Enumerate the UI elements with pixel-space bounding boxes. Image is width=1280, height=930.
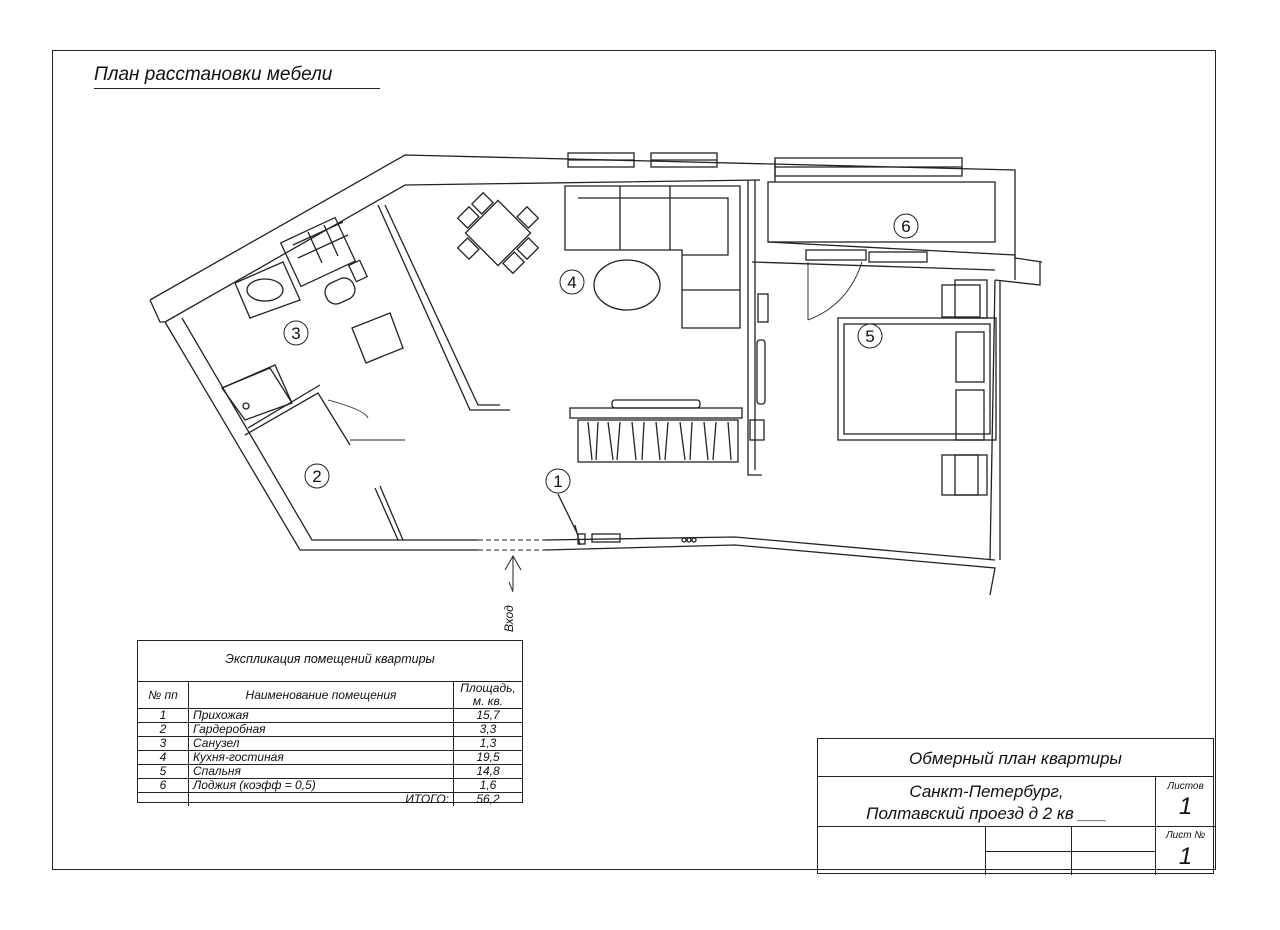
row-area: 14,8 — [454, 765, 523, 779]
table-row — [138, 709, 522, 723]
total-spacer — [138, 793, 189, 807]
address-line-1: Санкт-Петербург, — [909, 782, 1064, 801]
table-row — [138, 765, 522, 779]
explication-caption: Экспликация помещений квартиры — [225, 652, 435, 666]
row-num: 2 — [138, 723, 189, 737]
room-number-4: 4 — [567, 273, 577, 292]
stamp-title: Обмерный план квартиры — [818, 739, 1213, 777]
sheets-label: Листов — [1167, 781, 1204, 792]
total-label: ИТОГО: — [189, 793, 454, 807]
interior-walls — [222, 180, 768, 545]
title-block — [817, 738, 1214, 874]
sheets-count-cell — [1156, 777, 1215, 827]
room-number-1: 1 — [553, 472, 563, 491]
row-name: Прихожая — [189, 709, 454, 723]
corner-sofa — [565, 186, 740, 328]
bed — [838, 280, 996, 495]
room-number-3: 3 — [291, 324, 301, 343]
room-1-leader — [558, 494, 578, 535]
table-row — [138, 737, 522, 751]
sheet-number-cell — [1156, 827, 1215, 875]
door-swings — [328, 262, 862, 550]
row-name: Санузел — [189, 737, 454, 751]
header-name: Наименование помещения — [189, 682, 454, 709]
entry-label: Вход — [502, 605, 516, 632]
total-value: 56,2 — [454, 793, 523, 807]
stamp-address — [818, 777, 1156, 827]
row-num: 4 — [138, 751, 189, 765]
row-name: Гардеробная — [189, 723, 454, 737]
row-area: 19,5 — [454, 751, 523, 765]
row-area: 3,3 — [454, 723, 523, 737]
room-number-6: 6 — [901, 217, 911, 236]
address-line-2: Полтавский проезд д 2 кв ___ — [866, 804, 1107, 823]
header-num: № пп — [138, 682, 189, 709]
stamp-empty-cell — [818, 827, 986, 875]
explication-header-row — [138, 682, 522, 709]
explication-table — [137, 640, 523, 806]
row-num: 5 — [138, 765, 189, 779]
sheet-number-value: 1 — [1178, 843, 1193, 870]
row-num: 3 — [138, 737, 189, 751]
tv-storage — [570, 340, 765, 462]
plan-title: План расстановки мебели — [94, 64, 380, 89]
row-num: 6 — [138, 779, 189, 793]
explication-grid — [138, 681, 522, 806]
table-row — [138, 779, 522, 793]
table-row — [138, 723, 522, 737]
row-area: 1,3 — [454, 737, 523, 751]
row-name: Спальня — [189, 765, 454, 779]
room-number-2: 2 — [312, 467, 322, 486]
room-number-5: 5 — [865, 327, 875, 346]
header-area: Площадь, м. кв. — [454, 682, 523, 709]
sheet-number-label: Лист № — [1165, 830, 1206, 841]
total-row — [138, 793, 522, 807]
entry-arrow — [505, 556, 521, 592]
sheets-value: 1 — [1178, 793, 1193, 820]
row-name: Лоджия (коэфф = 0,5) — [189, 779, 454, 793]
row-num: 1 — [138, 709, 189, 723]
row-area: 15,7 — [454, 709, 523, 723]
room-markers — [284, 214, 918, 493]
dining-set — [443, 178, 553, 288]
table-row — [138, 751, 522, 765]
stamp-divider — [986, 851, 1156, 852]
row-area: 1,6 — [454, 779, 523, 793]
row-name: Кухня-гостиная — [189, 751, 454, 765]
